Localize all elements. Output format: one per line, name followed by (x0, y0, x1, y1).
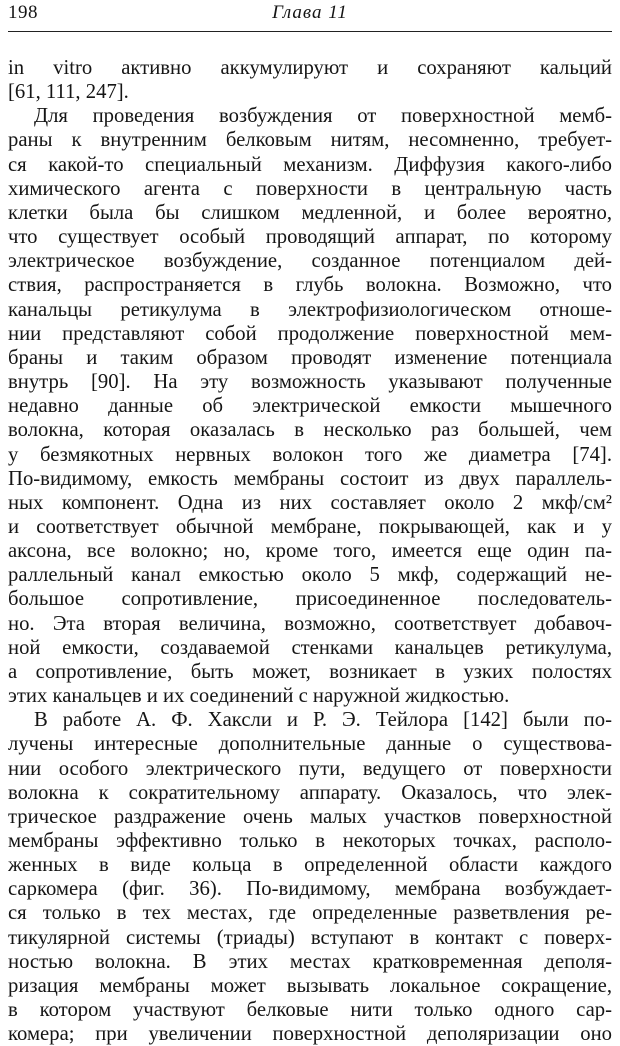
text-line: тикулярной системы (триады) вступают в контакт с поверх- (8, 926, 612, 949)
text-line: ной емкости, создаваемой стенками канальцев ретикулума, (8, 636, 612, 659)
text-line: электрическое возбуждение, созданное потенциалом дей- (8, 250, 612, 273)
text-line: клетки была бы слишком медленной, и более вероятно, (8, 201, 612, 224)
text-line: трическое раздражение очень малых участков поверхностной (8, 805, 612, 828)
text-line: химического агента с поверхности в центральную часть (8, 177, 612, 200)
text-line: что существует особый проводящий аппарат, по которому (8, 226, 612, 249)
text-line: По-видимому, емкость мембраны состоит из двух параллель- (8, 467, 612, 490)
text-line: у безмякотных нервных волокон того же диаметра [74]. (8, 443, 612, 466)
text-line: браны и таким образом проводят изменение потенциала (8, 346, 612, 369)
text-line: саркомера (фиг. 36). По-видимому, мембрана возбуждает- (8, 878, 612, 901)
text-line: канальцы ретикулума в электрофизиологическом отноше- (8, 298, 612, 321)
text-line: а сопротивление, быть может, возникает в узких полостях (8, 660, 612, 683)
chapter-title: Глава 11 (272, 2, 348, 23)
text-line: раллельный канал емкостью около 5 мкф, содержащий не- (8, 564, 612, 587)
text-line: недавно данные об электрической емкости мышечного (8, 395, 612, 418)
text-line: и соответствует обычной мембране, покрывающей, как и у (8, 515, 612, 538)
text-line: раны к внутренним белковым нитям, несомненно, требует- (8, 129, 612, 152)
text-line: аксона, все волокно; но, кроме того, имеется еще один па- (8, 540, 612, 563)
text-line: но. Эта вторая величина, возможно, соответствует добавоч- (8, 612, 612, 635)
text-line: волокна к сократительному аппарату. Оказалось, что элек- (8, 781, 612, 804)
body-text (8, 56, 612, 1046)
text-line: ностью волокна. В этих местах кратковременная деполя- (8, 950, 612, 973)
text-line: in vitro активно аккумулируют и сохраняют кальций (8, 57, 612, 79)
text-line: нии особого электрического пути, ведущего от поверхности (8, 757, 612, 780)
text-line: ных компонент. Одна из них составляет около 2 мкф/см² (8, 491, 612, 514)
text-line: волокна, которая оказалась в несколько раз большей, чем (8, 419, 612, 442)
text-line: в котором участвуют белковые нити только одного сар- (8, 999, 612, 1022)
text-line: женных в виде кольца в определенной области каждого (8, 854, 612, 877)
text-line: ся какой-то специальный механизм. Диффузия какого-либо (8, 153, 612, 176)
text-line: комера; при увеличении поверхностной деполяризации оно (8, 1023, 612, 1046)
text-line: Для проведения возбуждения от поверхностной мемб- (34, 105, 612, 128)
text-line: ризация мембраны может вызывать локальное сокращение, (8, 974, 612, 997)
text-line: лучены интересные дополнительные данные о существова- (8, 733, 612, 756)
text-line: мембраны эффективно только в некоторых точках, располо- (8, 830, 612, 852)
text-line: большое сопротивление, присоединенное последователь- (8, 588, 612, 611)
text-line: нии представляют собой продолжение поверхностной мем- (8, 322, 612, 345)
text-line: [61, 111, 247]. (8, 81, 129, 104)
text-line: В работе А. Ф. Хаксли и Р. Э. Тейлора [142] были по- (34, 709, 612, 732)
text-line: этих канальцев и их соединений с наружной жидкостью. (8, 685, 510, 708)
text-line: ствия, распространяется в глубь волокна. Возможно, что (8, 274, 612, 297)
text-line: внутрь [90]. На эту возможность указывают полученные (8, 371, 612, 394)
page-number: 198 (8, 2, 38, 23)
text-line: ся только в тех местах, где определенные разветвления ре- (8, 902, 612, 925)
running-head (8, 0, 612, 32)
